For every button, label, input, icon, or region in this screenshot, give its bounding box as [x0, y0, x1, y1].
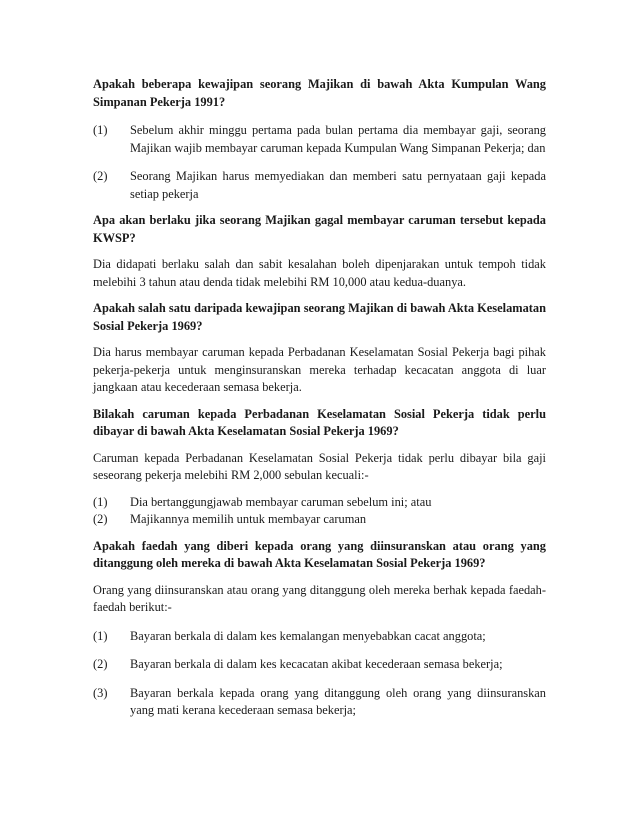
- list-text: Sebelum akhir minggu pertama pada bulan pertama dia membayar gaji, seorang Majikan wajib membayar caruman kepada Kumpulan Wang Simpanan Pekerja; dan: [130, 123, 546, 155]
- list-number: (3): [93, 685, 108, 700]
- list-number: (2): [93, 512, 108, 526]
- list-item: [93, 628, 546, 646]
- list-number: (1): [93, 628, 108, 643]
- list-text: Bayaran berkala di dalam kes kemalangan menyebabkan cacat anggota;: [130, 628, 486, 643]
- answer-paragraph: Caruman kepada Perbadanan Keselamatan Sosial Pekerja tidak perlu dibayar bila gaji seseorang pekerja melebihi RM 2,000 sebulan kecuali:-: [93, 450, 546, 482]
- list-item: [93, 494, 546, 512]
- list-number: (1): [93, 494, 108, 509]
- question-heading: Apakah beberapa kewajipan seorang Majikan di bawah Akta Kumpulan Wang Simpanan Pekerja 1991?: [93, 77, 546, 109]
- list-item: [93, 511, 546, 529]
- list-item: [93, 122, 546, 157]
- answer-paragraph: Dia harus membayar caruman kepada Perbadanan Keselamatan Sosial Pekerja bagi pihak pekerja-pekerja untuk menginsuranskan mereka terhadap kecacatan anggota di luar jangkaan atau kecederaan semasa bekerja.: [93, 345, 546, 394]
- answer-paragraph: Dia didapati berlaku salah dan sabit kesalahan boleh dipenjarakan untuk tempoh tidak melebihi 3 tahun atau denda tidak melebihi RM 10,000 atau kedua-duanya.: [93, 257, 546, 289]
- question-heading: Apakah salah satu daripada kewajipan seorang Majikan di bawah Akta Keselamatan Sosial Pekerja 1969?: [93, 301, 546, 333]
- answer-paragraph: Orang yang diinsuranskan atau orang yang ditanggung oleh mereka berhak kepada faedah-faedah berikut:-: [93, 582, 546, 614]
- list-item: [93, 685, 546, 720]
- list-number: (2): [93, 657, 108, 671]
- question-heading: Apakah faedah yang diberi kepada orang yang diinsuranskan atau orang yang ditanggung oleh mereka di bawah Akta Keselamatan Sosial Pekerja 1969?: [93, 538, 546, 570]
- list-text: Dia bertanggungjawab membayar caruman sebelum ini; atau: [130, 494, 432, 509]
- list-text: Bayaran berkala kepada orang yang ditanggung oleh orang yang diinsuranskan yang mati kerana kecederaan semasa bekerja;: [130, 685, 546, 717]
- document-page: [93, 76, 546, 720]
- list-text: Bayaran berkala di dalam kes kecacatan akibat kecederaan semasa bekerja;: [130, 657, 503, 671]
- question-heading: Apa akan berlaku jika seorang Majikan gagal membayar caruman tersebut kepada KWSP?: [93, 213, 546, 245]
- list-item: [93, 168, 546, 203]
- list-item: [93, 656, 546, 674]
- question-heading: Bilakah caruman kepada Perbadanan Keselamatan Sosial Pekerja tidak perlu dibayar di bawah Akta Keselamatan Sosial Pekerja 1969?: [93, 406, 546, 438]
- list-text: Seorang Majikan harus memyediakan dan memberi satu pernyataan gaji kepada setiap pekerja: [130, 169, 546, 201]
- list-text: Majikannya memilih untuk membayar caruman: [130, 512, 367, 526]
- list-number: (1): [93, 123, 108, 137]
- list-number: (2): [93, 169, 108, 183]
